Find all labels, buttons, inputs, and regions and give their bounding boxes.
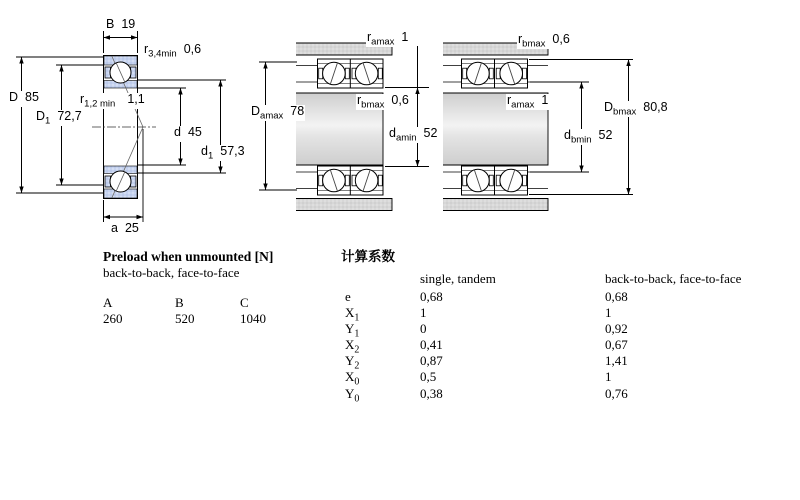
preload-col-C: C (240, 295, 249, 310)
preload-subtitle: back-to-back, face-to-face (103, 265, 240, 280)
preload-value-A: 260 (103, 311, 123, 326)
dim-label-D: D 85 (8, 91, 40, 107)
dim-label-d: d 45 (173, 126, 203, 142)
preload-value-C: 1040 (240, 311, 266, 326)
dim-label-a: a 25 (110, 222, 140, 238)
preload-title: Preload when unmounted [N] (103, 249, 274, 264)
calculation-factors-table: 计算系数 single, tandem back-to-back, face-to-face e 0,68 0,68 $X_1$ 1 1 $Y_1$ 0 0,92 $X_2$ 0,41 0,67 $Y_2$ 0,87 1,41 $X_0$ 0,5 1 $Y_0$ 0,38 0,76 (341, 249, 742, 405)
dim-label-r12min: $r_{1,2 min}$ 1,1 (80, 92, 145, 110)
dim-label-r34min: $r_{3,4min}$ 0,6 (144, 42, 202, 60)
dim-label-rbmax-mid: $r_{bmax}$ 0,6 (357, 93, 409, 111)
dim-label-dbmin: $d_{bmin}$ 52 (564, 128, 613, 146)
dim-label-d1: $d_1$ 57,3 (201, 144, 245, 162)
right-arrangement-figure (443, 43, 633, 211)
preload-table (103, 249, 333, 329)
factors-title: 计算系数 (341, 249, 395, 264)
dim-label-ramax-right: $r_{amax}$ 1 (507, 93, 549, 111)
preload-col-B: B (175, 295, 184, 310)
factors-col2-header: back-to-back, face-to-face (605, 271, 742, 286)
dim-label-B: B 19 (105, 18, 136, 34)
dim-label-rbmax-right: $r_{bmax}$ 0,6 (518, 32, 570, 50)
dim-label-Dbmax: $D_{bmax}$ 80,8 (604, 100, 668, 118)
dim-label-D1: $D_1$ 72,7 (36, 109, 82, 127)
factors-col1-header: single, tandem (420, 271, 496, 286)
dim-label-ramax-mid: $r_{amax}$ 1 (367, 30, 409, 48)
dim-label-Damax: $D_{amax}$ 78 (251, 104, 305, 122)
preload-value-B: 520 (175, 311, 195, 326)
preload-col-A: A (103, 295, 113, 310)
dim-label-damin: $d_{amin}$ 52 (389, 126, 438, 144)
